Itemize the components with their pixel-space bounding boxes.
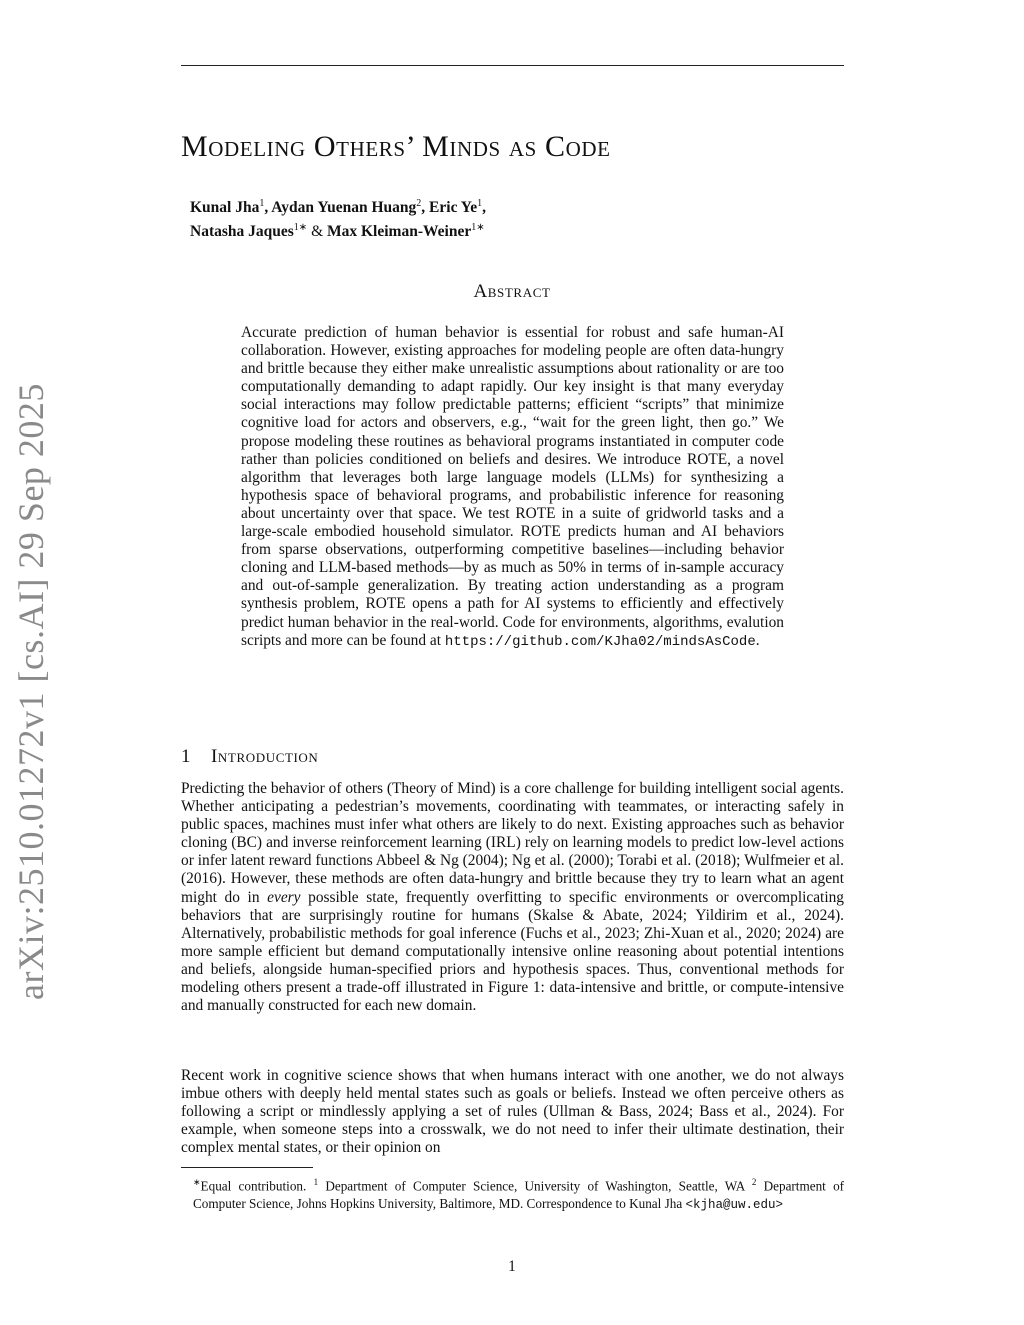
author-affiliation: 1 [477,198,483,209]
page-number: 1 [508,1258,516,1275]
ampersand: & [311,223,324,241]
footnote [181,1174,844,1214]
email-link[interactable]: <kjha@uw.edu> [685,1197,784,1212]
author-affiliation: 2 [416,198,422,209]
intro-paragraph-2: Recent work in cognitive science shows that when humans interact with one another, we do not always imbue others with deeply held mental states such as goals or beliefs. Instead we often perceive others as following a script or mindlessly applying a set of rules (Ullman & Bass, 2024; Bass et al., 2024). For example, when someone steps into a crosswalk, we do not need to infer their ultimate destination, their complex mental states, or their opinion on [181,1067,844,1157]
author-list [190,194,486,242]
footnote-text: Department of Computer Science, Johns Hopkins University, Baltimore, MD. Correspondence to Kunal Jha [193,1178,845,1211]
author-name: Aydan Yuenan Huang [271,199,417,217]
author-name: Kunal Jha [190,199,260,217]
section-number: 1 [181,746,191,767]
footnote-line [181,1174,844,1214]
footnote-text: Department of Computer Science, University of Washington, Seattle, WA [325,1178,745,1194]
footnote-marker: ∗ [193,1177,201,1187]
intro-paragraph-1 [181,780,844,1015]
abstract-end: . [755,631,760,649]
top-rule [181,65,844,66]
author-affiliation: 1∗ [293,222,308,234]
footnote-marker: 1 [313,1177,319,1187]
abstract-text: Accurate prediction of human behavior is essential for robust and safe human-AI collaboration. However, existing approaches for modeling people are often data-hungry and brittle because they either make unrealistic assumptions about rationality or are too computationally demanding to adapt rapidly. Our key insight is that many everyday social interactions may follow predictable patterns; efficient “scripts” that minimize cognitive load for actors and observers, e.g., “wait for the green light, then go.” We propose modeling these routines as behavioral programs instantiated in computer code rather than policies conditioned on beliefs and desires. We introduce ROTE, a novel algorithm that leverages both large language models (LLMs) for synthesizing a hypothesis space of behavioral programs, and probabilistic inference for reasoning about uncertainty over that space. We test ROTE in a suite of gridworld tasks and a large-scale embodied household simulator. ROTE predicts human and AI behaviors from sparse observations, outperforming competitive baselines—including behavior cloning and LLM-based methods—by as much as 50% in terms of in-sample accuracy and out-of-sample generalization. By treating action understanding as a program synthesis problem, ROTE opens a path for AI systems to efficiently and effectively predict human behavior in the real-world. Code for environments, algorithms, evalution scripts and more can be found at [241,324,784,649]
footnote-rule [181,1167,313,1168]
author-name: Natasha Jaques [190,223,294,241]
author-line-2 [190,218,486,242]
section-title: Introduction [211,746,319,767]
code-url-link[interactable]: https://github.com/KJha02/mindsAsCode [444,633,756,650]
abstract-heading: Abstract [473,281,551,302]
emphasis-text: every [267,888,301,906]
footnote-marker: 2 [751,1177,757,1187]
paper-title: Modeling Others’ Minds as Code [181,130,611,163]
arxiv-stamp: arXiv:2510.01272v1 [cs.AI] 29 Sep 2025 [11,383,51,1000]
abstract-body [241,324,784,651]
author-line-1: Kunal Jha$^1$, Aydan Yuenan Huang$^2$, Eric Ye$^1$, [190,198,486,217]
section-heading-introduction [181,746,318,768]
author-name: Eric Ye [429,199,478,217]
paragraph-text: Predicting the behavior of others (Theory of Mind) is a core challenge for building intelligent social agents. Whether anticipating a pedestrian’s movements, coordinating with teammates, or interacting safely in public spaces, machines must infer what others are likely to do next. Existing approaches such as behavior cloning (BC) and inverse reinforcement learning (IRL) rely on learning models to predict low-level actions or infer latent reward functions Abbeel & Ng (2004); Ng et al. (2000); Torabi et al. (2018); Wulfmeier et al. (2016). However, these methods are often data-hungry and brittle because they try to learn what an agent might do in [181,780,844,906]
author-affiliation: 1∗ [471,222,485,234]
author-affiliation: 1 [259,198,265,209]
footnote-text: Equal contribution. [200,1178,307,1194]
paragraph-text: possible state, frequently overfitting to specific environments or overcomplicating behaviors that are surprisingly routine for humans (Skalse & Abate, 2024; Yildirim et al., 2024). Alternatively, probabilistic methods for goal inference (Fuchs et al., 2023; Zhi-Xuan et al., 2020; 2024) are more sample efficient but demand computationally intensive online reasoning about potential intentions and beliefs, alongside human-specified priors and hypothesis spaces. Thus, conventional methods for modeling others present a trade-off illustrated in Figure 1: data-intensive and brittle, or compute-intensive and manually constructed for each new domain. [181,888,844,1015]
author-name: Max Kleiman-Weiner [327,223,472,241]
